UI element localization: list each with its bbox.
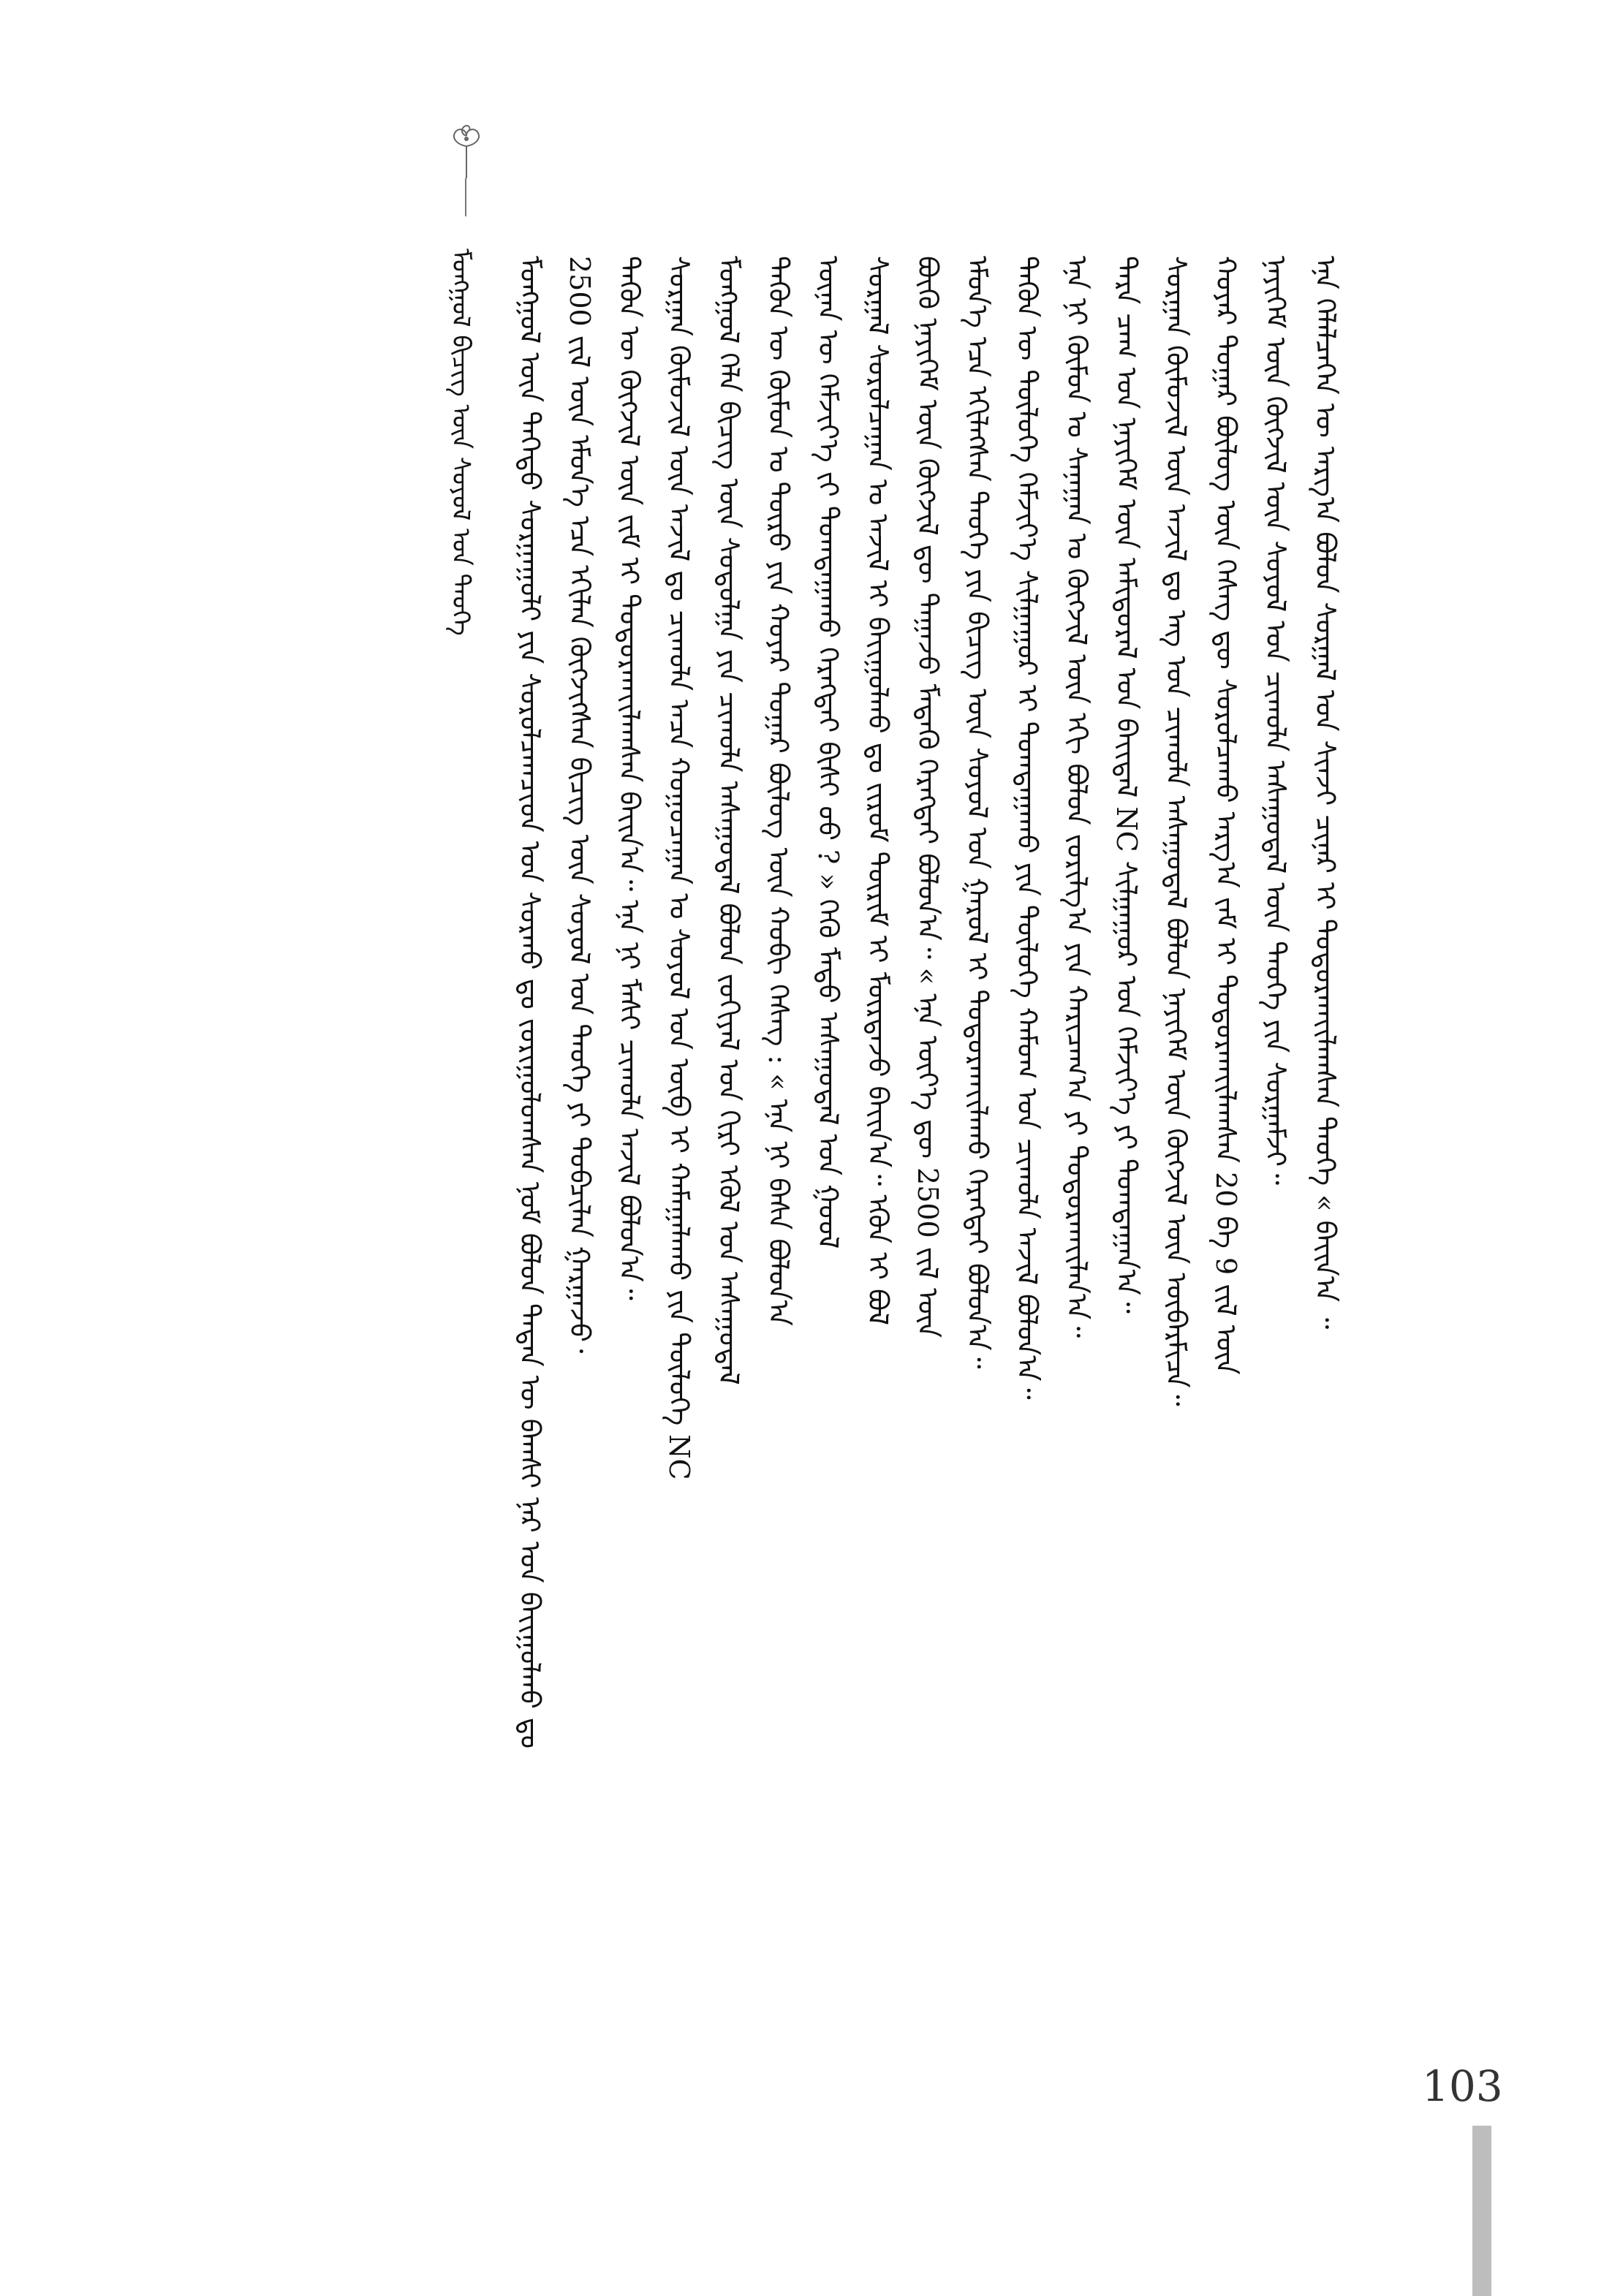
text-column: ᠪᠦᠬᠦ ᠨᠡᠶᠢᠭᠡᠮ ᠦᠨ ᠬᠥᠭᠵᠢᠯ ᠳᠦ ᠳᠠᠭᠠᠵᠤ ᠮᠡᠳᠡᠬᠦ ᠬᠡᠷᠡᠭᠲᠡᠢ ᠪᠣᠯᠤᠨ᠎ᠠ᠃ « ᠡᠨᠡ ᠦᠶ᠎ᠡ ᠳᠦ 2500 ᠵᠢᠯ ᠦᠨ (912, 256, 944, 1338)
page-edge-tab (1472, 2126, 1491, 2296)
text-column: ᠰᠤᠷᠭᠠᠨ ᠬᠦᠮᠦᠵᠢᠯ ᠦᠨ ᠠᠵᠢᠯ ᠳᠤ ᠴᠢᠬᠤᠯᠠ ᠠᠴᠠ ᠬᠤᠭᠤᠴᠠᠭᠠᠨ ᠤ ᠰᠣᠶᠣᠯ ᠤᠨ ᠥᠪ ᠢ ᠬᠠᠮᠠᠭᠠᠯᠠᠬᠤ ᠶᠢᠨ ᠲᠥᠯᠥᠭᠡ NC (663, 256, 695, 1480)
text-column: ᠮᠣᠩᠭᠣᠯ ᠬᠡᠯᠡ ᠪᠢᠴᠢᠭ ᠦᠨ ᠰᠤᠳᠤᠯᠭᠠ ᠶᠢᠨ ᠴᠢᠬᠤᠯᠠ ᠠᠰᠠᠭᠤᠳᠠᠯ ᠪᠣᠯᠤᠨ ᠵᠣᠬᠢᠶᠠᠯ ᠤᠨ ᠬᠢᠷᠢ ᠡᠭᠦᠯ ᠤᠨ ᠠᠰᠠᠭᠤᠳᠠᠯ (713, 256, 745, 1385)
running-header (431, 249, 490, 1652)
text-column: ᠡᠨᠡ ᠬᠡᠯᠡᠯᠴᠡᠭᠡᠨ ᠦ ᠠᠷᠭ᠎ᠠ ᠪᠣᠯᠤᠨ ᠰᠤᠷᠭᠠᠯ ᠤᠨ ᠰᠢᠨᠵᠢ ᠴᠢᠨᠠᠷ ᠢ ᠲᠣᠳᠤᠷᠬᠠᠶ᠋ᠢᠯᠠᠭᠰᠠᠨ ᠲᠡᠦᠬᠡ « ᠪᠠᠶ᠋ᠢᠨ᠎ᠠ ᠃ (1309, 256, 1342, 1330)
running-header-title: ᠮᠣᠩᠭᠣᠯ ᠪᠢᠴᠢᠭ ᠦᠨ ᠰᠣᠶᠣᠯ ᠤᠨ ᠲᠡᠦᠬᠡ (446, 249, 475, 636)
text-column: ᠡᠨᠡ ᠨᠢ ᠬᠦᠮᠦᠨ ᠤ ᠰᠠᠨᠠᠭᠠᠨ ᠤ ᠬᠥᠭᠵᠢᠯ ᠦᠨ ᠡᠬᠢ ᠪᠣᠯᠤᠨ ᠵᠣᠷᠢᠯᠭ᠎ᠠ ᠶᠢᠨ ᠬᠠᠷᠢᠴᠠᠭ᠎ᠠ ᠶᠢ ᠲᠣᠳᠤᠷᠬᠠᠶ᠋ᠢᠯᠠᠨ᠎ᠠ᠃ (1061, 256, 1093, 1338)
header-ornament-icon (437, 117, 496, 183)
text-column: ᠨᠡᠶᠢᠭᠡᠮ ᠦᠨ ᠬᠥᠭᠵᠢᠯ ᠦᠨ ᠰᠣᠶᠣᠯ ᠤᠨ ᠴᠢᠬᠤᠯᠠ ᠠᠰᠠᠭᠤᠳᠠᠯ ᠦᠨ ᠲᠡᠦᠬᠡ ᠶᠢᠨ ᠰᠤᠷᠭᠠᠮᠵᠢ᠃ (1260, 256, 1292, 1186)
text-column: 2500 ᠵᠢᠯ ᠦᠨ ᠡᠮᠦᠨ᠎ᠡ ᠡᠴᠡ ᠡᠬᠢᠯᠡᠨ ᠬᠥᠭᠵᠢᠭᠰᠡᠨ ᠪᠢᠴᠢᠭ ᠦᠨ ᠰᠣᠶᠣᠯ ᠤᠨ ᠲᠡᠦᠬᠡ ᠶᠢ ᠲᠣᠪᠴᠢᠯᠠᠨ ᠭᠠᠷᠭᠠᠵᠤ᠂ (564, 256, 596, 1354)
text-column: ᠲᠡᠭᠦᠨ ᠦ ᠬᠥᠭᠵᠢᠯ ᠦᠨ ᠵᠢᠮ ᠢ ᠲᠣᠳᠤᠷᠬᠠᠶ᠋ᠢᠯᠠᠭᠰᠠᠨ ᠪᠠᠶ᠋ᠢᠨ᠎ᠠ᠃ ᠡᠨᠡ ᠨᠢ ᠮᠠᠰᠢ ᠴᠢᠬᠤᠯᠠ ᠠᠵᠢᠯ ᠪᠣᠯᠤᠨ᠎ᠠ᠃ (613, 256, 646, 1300)
page-number: 103 (1422, 2061, 1503, 2111)
text-column: ᠲᠡᠭᠦᠨ ᠦ ᠲᠥᠯᠥᠭᠡ ᠬᠡᠮᠵᠢᠶ᠎ᠡ ᠰᠢᠯᠭᠠᠭᠤᠷ ᠢ ᠲᠣᠭᠲᠠᠭᠠᠬᠤ ᠶᠢᠨ ᠲᠥᠯᠥᠭᠡ ᠬᠠᠮᠤᠭ ᠤᠨ ᠴᠢᠬᠤᠯᠠ ᠠᠵᠢᠯ ᠪᠣᠯᠤᠨ᠎ᠠ᠃ (1011, 256, 1043, 1400)
text-column: ᠰᠤᠷᠭᠠᠨ ᠬᠦᠮᠦᠵᠢᠯ ᠦᠨ ᠠᠵᠢᠯ ᠳᠤ ᠡᠩ ᠤᠨ ᠴᠢᠬᠤᠯᠠ ᠠᠰᠠᠭᠤᠳᠠᠯ ᠪᠣᠯᠤᠨ ᠨᠡᠶᠢᠭᠡᠮ ᠦᠨ ᠬᠥᠭᠵᠢᠯ ᠦᠨ ᠥᠪᠡᠷᠮᠢᠴᠡ᠃ (1160, 256, 1192, 1406)
text-column: ᠲᠡᠷᠡ ᠴᠠᠭ ᠤᠨ ᠨᠡᠶᠢᠭᠡᠮ ᠦᠨ ᠠᠮᠢᠳᠤᠷᠠᠯ ᠤᠨ ᠪᠠᠶ᠋ᠢᠳᠠᠯ NC ᠰᠢᠯᠭᠠᠭᠤᠷ ᠤᠨ ᠬᠡᠮᠵᠢᠶ᠎ᠡ ᠶᠢ ᠲᠣᠭᠲᠠᠭᠠᠨ᠎ᠠ᠃ (1111, 256, 1143, 1314)
text-column: ᠰᠤᠷᠭᠠᠯ ᠰᠤᠷᠤᠯᠴᠠᠭᠠᠨ ᠤ ᠠᠵᠢᠯ ᠢ ᠪᠠᠶ᠋ᠢᠭᠤᠯᠬᠤ ᠳᠤ ᠵᠢᠷᠤᠮ ᠳᠦᠷᠢᠮ ᠢ ᠮᠦᠷᠳᠡᠵᠦ ᠪᠠᠶ᠋ᠢᠨ᠎ᠠ᠃ ᠡᠭᠦᠨ ᠢ ᠪᠣᠯ (862, 256, 894, 1326)
text-column: ᠦᠨᠡᠨ ᠦ ᠬᠡᠮᠵᠢᠶ᠎ᠡ ᠵᠢ ᠲᠣᠭᠲᠠᠭᠠᠬᠤ ᠬᠡᠷᠡᠭᠲᠡᠢ ᠪᠢᠰᠢ ᠦᠦ ? » ᠭᠡᠬᠦ ᠮᠡᠲᠦ ᠠᠰᠠᠭᠤᠳᠠᠯ ᠤᠨ ᠭᠣᠣᠯ (812, 256, 844, 1249)
text-column: ᠬᠣᠶᠠᠷ ᠳᠤᠭᠠᠷ ᠪᠦᠯᠦᠭ ᠦᠨ ᠬᠡᠰᠡᠭ ᠳᠦ ᠰᠤᠷᠤᠯᠴᠠᠬᠤ ᠠᠷᠭ᠎ᠠ ᠵᠠᠮ ᠢ ᠲᠣᠳᠤᠷᠬᠠᠶ᠋ᠢᠯᠠᠭᠰᠠᠨ 20 ᠪᠠ 9 ᠵᠢᠯ ᠦᠨ (1210, 256, 1242, 1375)
header-ornament-stem (465, 178, 466, 216)
text-column: ᠡᠮᠦᠨ᠎ᠡ ᠡᠴᠡ ᠡᠬᠢᠯᠡᠭᠰᠡᠨ ᠲᠡᠦᠬᠡ ᠶᠢᠨ ᠪᠢᠴᠢᠭ ᠦᠨ ᠰᠣᠶᠣᠯ ᠤᠨ ᠭᠠᠷᠤᠯ ᠢ ᠲᠣᠳᠤᠷᠬᠠᠶ᠋ᠢᠯᠠᠬᠤ ᠬᠡᠷᠡᠭᠲᠡᠢ ᠪᠣᠯᠤᠨ᠎ᠠ᠃ (961, 256, 994, 1369)
text-column: ᠲᠡᠭᠦᠨ ᠦ ᠬᠦᠮᠦᠨ ᠤ ᠲᠥᠷᠦ ᠶᠢᠨ ᠬᠣᠶᠠᠷ ᠳᠤᠭᠠᠷ ᠪᠦᠯᠦᠭ ᠦᠨ ᠬᠤᠪᠢ ᠬᠡᠰᠡᠭ : « ᠡᠨᠡ ᠨᠢ ᠪᠠᠰᠠ ᠪᠣᠯᠣᠨ᠎ᠠ (763, 256, 795, 1326)
text-column: ᠮᠣᠩᠭᠣᠯ ᠦᠨ ᠳᠡᠭᠡᠳᠦ ᠰᠤᠷᠭᠠᠭᠤᠯᠢ ᠶᠢᠨ ᠰᠤᠷᠤᠯᠴᠠᠭᠴᠢᠳ ᠤᠨ ᠰᠤᠷᠬᠤ ᠳᠤ ᠵᠣᠷᠢᠭᠤᠯᠤᠭᠰᠠᠨ ᠨᠣᠮ ᠪᠣᠯᠤᠨ ᠲᠡᠳᠡᠨ ᠦ ᠪᠠᠭᠰᠢ ᠨᠠᠷ ᠤᠨ ᠪᠠᠶ᠋ᠢᠭᠤᠯᠬᠤ ᠳᠤ (514, 256, 546, 1749)
